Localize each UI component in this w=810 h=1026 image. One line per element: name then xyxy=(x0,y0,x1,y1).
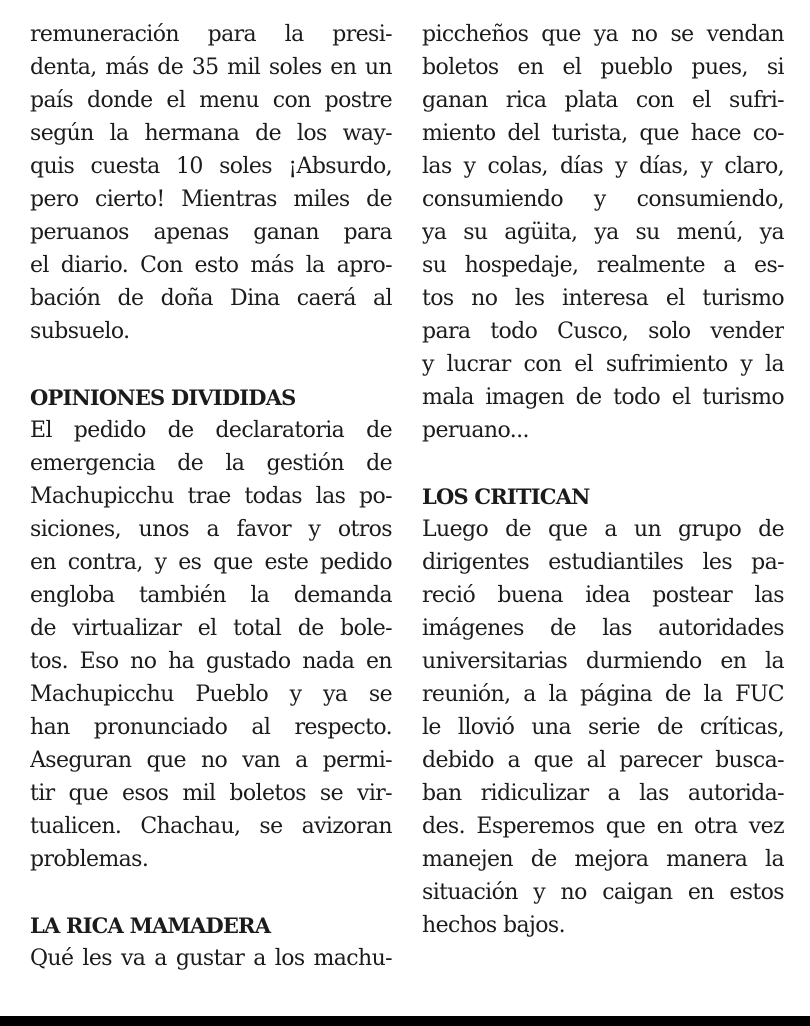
text-line: bación de doña Dina caerá al xyxy=(30,286,392,311)
continuation-paragraph xyxy=(422,18,784,447)
text-line: tos no les interesa el turismo xyxy=(422,286,784,311)
text-line: universitarias durmiendo en la xyxy=(422,649,784,674)
text-line: reció buena idea postear las xyxy=(422,583,784,608)
text-line: problemas. xyxy=(30,847,149,872)
text-line: de virtualizar el total de bole- xyxy=(30,616,392,641)
paragraph-gap xyxy=(30,876,392,909)
section-los-critican xyxy=(422,480,784,942)
text-line: quis cuesta 10 soles ¡Absurdo, xyxy=(30,154,392,179)
text-line: des. Esperemos que en otra vez xyxy=(422,814,784,839)
text-line: Qué les va a gustar a los machu- xyxy=(30,946,392,971)
intro-paragraph xyxy=(30,18,392,348)
section-opiniones-divididas xyxy=(30,381,392,876)
text-line: denta, más de 35 mil soles en un xyxy=(30,55,392,80)
text-line: peruano... xyxy=(422,418,529,443)
text-line: dirigentes estudiantiles les pa- xyxy=(422,550,784,575)
text-line: hechos bajos. xyxy=(422,913,565,938)
text-line: país donde el menu con postre xyxy=(30,88,392,113)
right-column xyxy=(422,18,784,942)
text-line: han pronunciado al respecto. xyxy=(30,715,392,740)
text-line: según la hermana de los way- xyxy=(30,121,392,146)
paragraph-gap xyxy=(422,447,784,480)
text-line: imágenes de las autoridades xyxy=(422,616,784,641)
text-line: le llovió una serie de críticas, xyxy=(422,715,784,740)
text-line: miento del turista, que hace co- xyxy=(422,121,784,146)
left-column xyxy=(30,18,392,975)
section-heading: OPINIONES DIVIDIDAS xyxy=(30,385,296,410)
text-line: piccheños que ya no se vendan xyxy=(422,22,784,47)
text-line: engloba también la demanda xyxy=(30,583,392,608)
text-line: emergencia de la gestión de xyxy=(30,451,392,476)
text-line: ganan rica plata con el sufri- xyxy=(422,88,784,113)
text-line: remuneración para la presi- xyxy=(30,22,392,47)
paragraph-gap xyxy=(30,348,392,381)
text-line: consumiendo y consumiendo, xyxy=(422,187,784,212)
text-line: subsuelo. xyxy=(30,319,130,344)
text-line: reunión, a la página de la FUC xyxy=(422,682,784,707)
text-line: tir que esos mil boletos se vir- xyxy=(30,781,392,806)
bottom-rule xyxy=(0,1016,810,1026)
text-line: Luego de que a un grupo de xyxy=(422,517,784,542)
section-la-rica-mamadera xyxy=(30,909,392,975)
text-line: manejen de mejora manera la xyxy=(422,847,784,872)
text-line: el diario. Con esto más la apro- xyxy=(30,253,392,278)
text-line: mala imagen de todo el turismo xyxy=(422,385,784,410)
text-line: Machupicchu Pueblo y ya se xyxy=(30,682,392,707)
section-heading: LOS CRITICAN xyxy=(422,484,590,509)
text-line: Aseguran que no van a permi- xyxy=(30,748,392,773)
text-line: siciones, unos a favor y otros xyxy=(30,517,392,542)
text-line: ya su agüita, ya su menú, ya xyxy=(422,220,784,245)
section-heading: LA RICA MAMADERA xyxy=(30,913,271,938)
text-line: su hospedaje, realmente a es- xyxy=(422,253,784,278)
text-line: para todo Cusco, solo vender xyxy=(422,319,784,344)
text-line: peruanos apenas ganan para xyxy=(30,220,392,245)
text-line: tos. Eso no ha gustado nada en xyxy=(30,649,392,674)
text-line: en contra, y es que este pedido xyxy=(30,550,392,575)
text-line: situación y no caigan en estos xyxy=(422,880,784,905)
text-line: ban ridiculizar a las autorida- xyxy=(422,781,784,806)
text-line: debido a que al parecer busca- xyxy=(422,748,784,773)
text-line: tualicen. Chachau, se avizoran xyxy=(30,814,392,839)
text-line: boletos en el pueblo pues, si xyxy=(422,55,784,80)
text-line: Machupicchu trae todas las po- xyxy=(30,484,392,509)
text-line: pero cierto! Mientras miles de xyxy=(30,187,392,212)
text-line: El pedido de declaratoria de xyxy=(30,418,392,443)
text-line: y lucrar con el sufrimiento y la xyxy=(422,352,784,377)
text-line: las y colas, días y días, y claro, xyxy=(422,154,784,179)
